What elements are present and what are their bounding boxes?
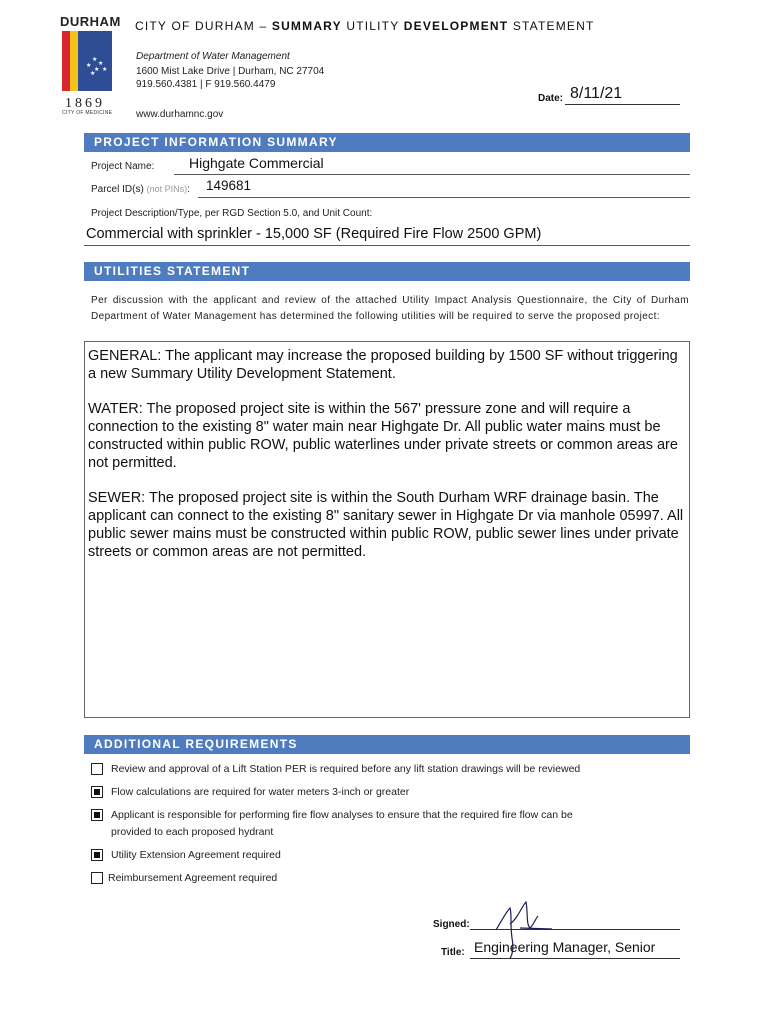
parcel-id-field[interactable]: 149681: [206, 178, 252, 193]
logo-motto: CITY OF MEDICINE: [62, 110, 113, 116]
date-label: Date:: [538, 93, 564, 104]
logo-red-stripe: [62, 31, 70, 91]
svg-text:★: ★: [102, 66, 108, 73]
requirement-checkbox[interactable]: [91, 763, 103, 775]
requirement-checkbox[interactable]: [91, 809, 103, 821]
requirement-label: Reimbursement Agreement required: [108, 872, 278, 884]
logo-year: 1869: [65, 96, 105, 111]
date-line: [565, 104, 680, 105]
utilities-intro: Per discussion with the applicant and review of the attached Utility Impact Analysis Questionnaire, the City of Durham Department of Water Management has determined the following utilities will be required to serve the proposed project:: [91, 295, 689, 322]
requirement-checkbox[interactable]: [91, 786, 103, 798]
svg-text:★: ★: [90, 70, 96, 77]
department-address: 1600 Mist Lake Drive | Durham, NC 27704: [136, 66, 325, 77]
project-name-line: [174, 174, 690, 175]
date-field[interactable]: 8/11/21: [570, 85, 623, 102]
project-description-line: [84, 245, 690, 246]
title-label: Title:: [441, 947, 465, 958]
logo-yellow-stripe: [70, 31, 78, 91]
city-logo: [62, 31, 112, 91]
title-field[interactable]: Engineering Manager, Senior: [474, 939, 656, 955]
project-description-field[interactable]: Commercial with sprinkler - 15,000 SF (Required Fire Flow 2500 GPM): [86, 226, 542, 242]
requirement-label: Review and approval of a Lift Station PER is required before any lift station drawings will be reviewed: [111, 763, 581, 775]
department-phone: 919.560.4381 | F 919.560.4479: [136, 79, 276, 90]
logo-wordmark: DURHAM: [60, 14, 121, 29]
svg-text:★: ★: [94, 66, 100, 73]
parcel-id-line: [198, 197, 690, 198]
water-statement: WATER: The proposed project site is within the 567' pressure zone and will require a connection to the existing 8" water main near Highgate Dr. All public water mains must be constructed within public ROW, public waterlines under private streets or common areas are not permitted.: [88, 401, 678, 471]
svg-text:★: ★: [92, 56, 98, 63]
project-name-label: Project Name:: [91, 161, 155, 172]
requirement-label: Flow calculations are required for water meters 3-inch or greater: [111, 786, 410, 798]
utilities-statement-header: UTILITIES STATEMENT: [84, 262, 690, 281]
project-description-label: Project Description/Type, per RGD Section 5.0, and Unit Count:: [91, 208, 373, 219]
parcel-id-label: Parcel ID(s) (not PINs):: [91, 184, 190, 195]
svg-text:★: ★: [98, 60, 104, 67]
document-title: CITY OF DURHAM – SUMMARY UTILITY DEVELOPMENT STATEMENT: [135, 19, 595, 33]
utilities-statement-box[interactable]: [84, 341, 690, 718]
additional-requirements-header: ADDITIONAL REQUIREMENTS: [84, 735, 690, 754]
sewer-statement: SEWER: The proposed project site is within the South Durham WRF drainage basin. The applicant can connect to the existing 8" sanitary sewer in Highgate Dr via manhole 05997. All public sewer mains must be constructed within public ROW, public sewer lines under private streets or common areas are not permitted.: [88, 490, 684, 560]
requirement-label: Applicant is responsible for performing fire flow analyses to ensure that the required fire flow can be: [111, 809, 573, 821]
svg-text:★: ★: [86, 62, 92, 69]
title-line: [470, 958, 680, 959]
requirement-checkbox[interactable]: [91, 849, 103, 861]
project-name-field[interactable]: Highgate Commercial: [189, 155, 324, 171]
requirement-label: Utility Extension Agreement required: [111, 849, 281, 861]
signed-label: Signed:: [433, 919, 470, 930]
department-name: Department of Water Management: [136, 51, 290, 62]
requirement-label-continued: provided to each proposed hydrant: [111, 826, 274, 838]
general-statement: GENERAL: The applicant may increase the proposed building by 1500 SF without triggering a new Summary Utility Development Statement.: [88, 348, 678, 382]
requirement-checkbox[interactable]: [91, 872, 103, 884]
project-info-header: PROJECT INFORMATION SUMMARY: [84, 133, 690, 152]
department-website: www.durhamnc.gov: [136, 109, 224, 120]
